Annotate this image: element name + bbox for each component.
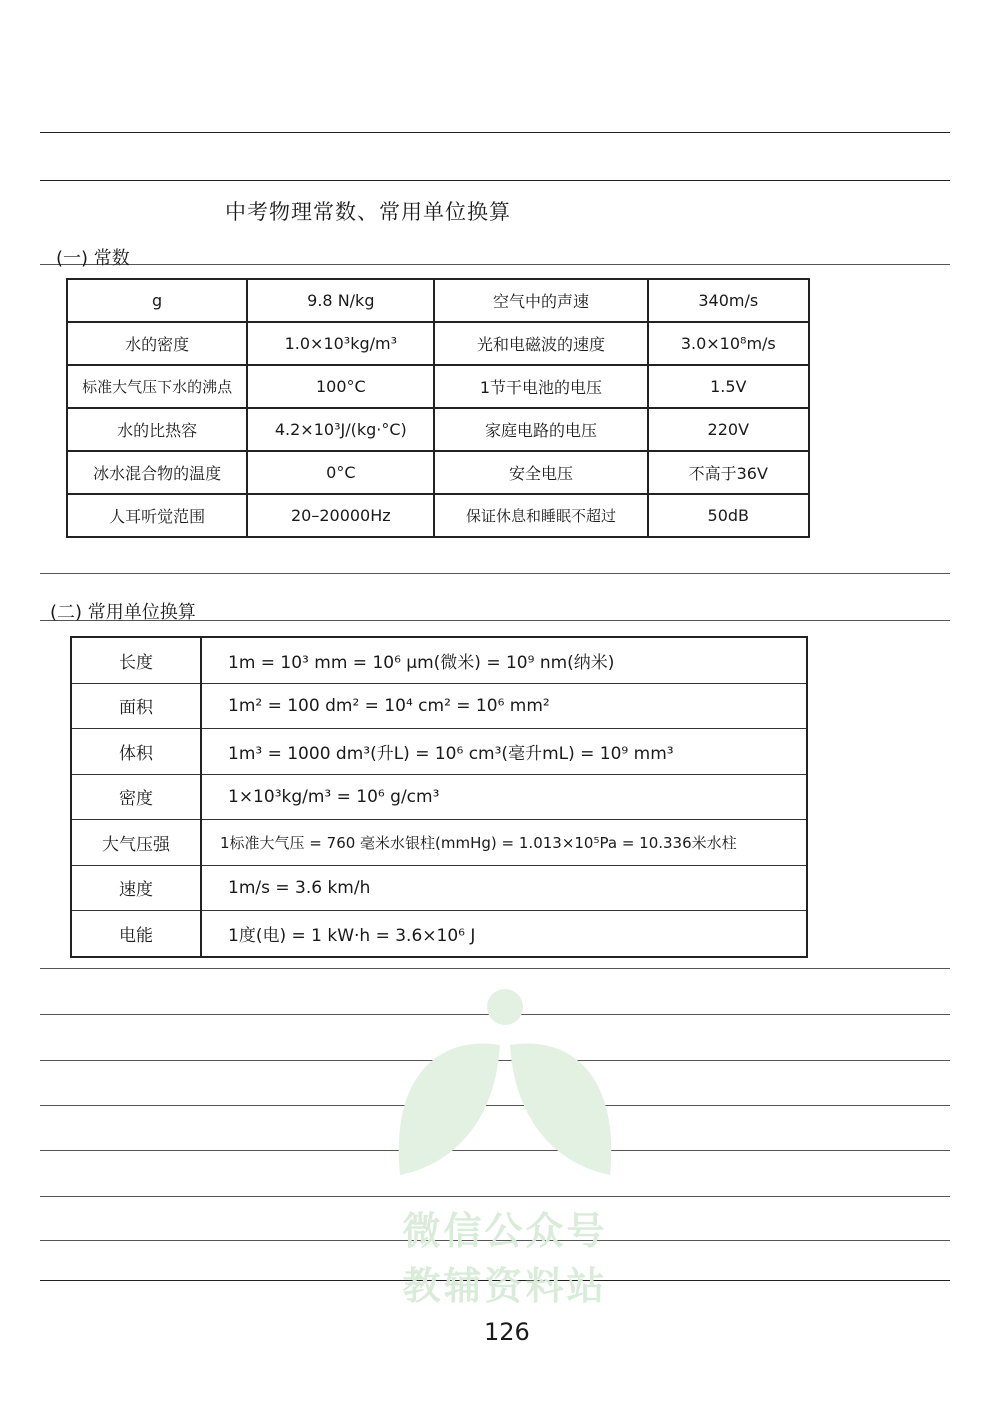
quantity-name: 密度 [71,774,201,820]
table-row [71,729,807,775]
table-row [67,451,809,494]
sprout-logo-icon [380,985,630,1185]
table-row [67,279,809,322]
constant-value: 4.2×10³J/(kg·°C) [247,408,434,451]
constant-value: 0°C [247,451,434,494]
table-row [67,494,809,537]
ruled-line [40,264,950,265]
constant-value: 20–20000Hz [247,494,434,537]
constant-value: 3.0×10⁸m/s [648,322,809,365]
ruled-line [40,573,950,574]
constant-name: 1节干电池的电压 [434,365,647,408]
ruled-line [40,180,950,181]
constant-value: 220V [648,408,809,451]
constant-value: 9.8 N/kg [247,279,434,322]
ruled-line [40,1280,950,1281]
quantity-name: 电能 [71,911,201,957]
quantity-name: 长度 [71,637,201,683]
constants-table [66,278,810,538]
ruled-line [40,1060,950,1061]
conversion-formula: 1m/s = 3.6 km/h [201,865,807,911]
ruled-line [40,1196,950,1197]
table-row [71,865,807,911]
table-row [71,637,807,683]
constant-name: 家庭电路的电压 [434,408,647,451]
table-row [71,774,807,820]
constant-value: 1.5V [648,365,809,408]
ruled-line [40,1105,950,1106]
quantity-name: 面积 [71,683,201,729]
page-title: 中考物理常数、常用单位换算 [225,200,511,224]
constant-name: g [67,279,247,322]
table-row [71,820,807,866]
constant-value: 1.0×10³kg/m³ [247,322,434,365]
constant-name: 冰水混合物的温度 [67,451,247,494]
table-row [71,683,807,729]
conversion-formula: 1度(电) = 1 kW·h = 3.6×10⁶ J [201,911,807,957]
constants-section-label: (一) 常数 [56,248,130,269]
table-row [71,911,807,957]
table-row [67,322,809,365]
quantity-name: 大气压强 [71,820,201,866]
ruled-line [40,1150,950,1151]
constant-name: 水的密度 [67,322,247,365]
constant-name: 保证休息和睡眠不超过 [434,494,647,537]
watermark-line-2: 教辅资料站 [402,1264,608,1308]
watermark-line-1: 微信公众号 [402,1209,608,1253]
ruled-line [40,1240,950,1241]
constant-name: 水的比热容 [67,408,247,451]
quantity-name: 体积 [71,729,201,775]
table-row [67,408,809,451]
conversion-formula: 1m³ = 1000 dm³(升L) = 10⁶ cm³(毫升mL) = 10⁹ mm³ [201,729,807,775]
units-section-label: (二) 常用单位换算 [50,602,196,623]
constant-value: 340m/s [648,279,809,322]
unit-conversion-table [70,636,808,958]
page-number: 126 [484,1318,530,1346]
conversion-formula: 1×10³kg/m³ = 10⁶ g/cm³ [201,774,807,820]
table-row [67,365,809,408]
constant-name: 人耳听觉范围 [67,494,247,537]
constant-value: 50dB [648,494,809,537]
constant-name: 标准大气压下水的沸点 [67,365,247,408]
constant-name: 安全电压 [434,451,647,494]
conversion-formula: 1m = 10³ mm = 10⁶ μm(微米) = 10⁹ nm(纳米) [201,637,807,683]
constant-name: 空气中的声速 [434,279,647,322]
conversion-formula: 1标准大气压 = 760 毫米水银柱(mmHg) = 1.013×10⁵Pa = 10.336米水柱 [201,820,807,866]
constant-value: 100°C [247,365,434,408]
ruled-line [40,132,950,133]
quantity-name: 速度 [71,865,201,911]
ruled-line [40,968,950,969]
constant-value: 不高于36V [648,451,809,494]
conversion-formula: 1m² = 100 dm² = 10⁴ cm² = 10⁶ mm² [201,683,807,729]
ruled-line [40,1014,950,1015]
constant-name: 光和电磁波的速度 [434,322,647,365]
